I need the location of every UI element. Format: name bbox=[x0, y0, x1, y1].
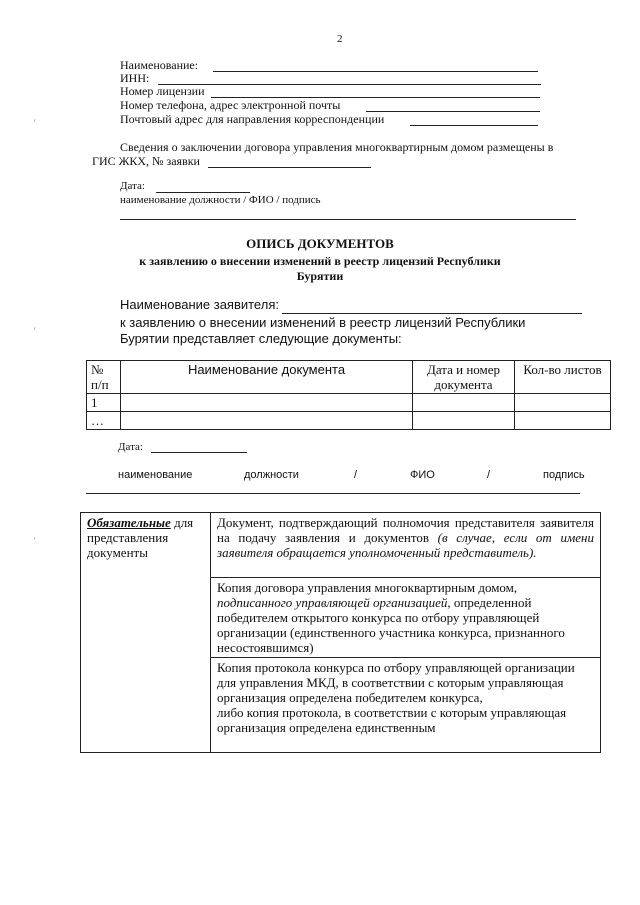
field-inn-label: ИНН: bbox=[120, 71, 150, 85]
gis-text-line2: ГИС ЖКХ, № заявки bbox=[92, 154, 200, 168]
signature-line[interactable] bbox=[120, 219, 576, 220]
field-inn-line[interactable] bbox=[158, 84, 541, 85]
field-phone-line[interactable] bbox=[366, 111, 540, 112]
inventory-table bbox=[86, 360, 611, 430]
doc2-cell bbox=[211, 578, 601, 658]
doc1-cell bbox=[211, 513, 601, 578]
scan-mark: ' bbox=[34, 536, 36, 546]
doc1-text: Документ, подтверждающий полномочия представителя заявителя на подачу заявления и документов bbox=[217, 515, 594, 545]
document-title: ОПИСЬ ДОКУМЕНТОВ bbox=[246, 236, 394, 251]
row-doc-name-cell[interactable] bbox=[121, 394, 413, 412]
applicant-name-line[interactable] bbox=[282, 313, 582, 314]
row-doc-name-cell[interactable] bbox=[121, 412, 413, 430]
doc2-part2: , определенной победителем открытого конкурса по отбору управляющей организации (единственного участника конкурса, признанного несостоявшимся) bbox=[217, 595, 565, 655]
date-line[interactable] bbox=[156, 192, 250, 193]
field-address-line[interactable] bbox=[410, 125, 538, 126]
sign-label-position: наименование bbox=[118, 469, 193, 481]
table-row bbox=[81, 513, 601, 578]
date-line-2[interactable] bbox=[151, 452, 247, 453]
doc2-italic: подписанного управляющей организацией bbox=[217, 595, 448, 610]
sign-label-position2: должности bbox=[244, 469, 299, 481]
sign-label-fio: ФИО bbox=[410, 469, 435, 481]
scan-mark: ' bbox=[34, 118, 36, 128]
signature-caption: наименование должности / ФИО / подпись bbox=[120, 194, 321, 206]
scan-mark: ' bbox=[34, 326, 36, 336]
header-doc-name: Наименование документа bbox=[121, 361, 413, 394]
sign-label-sep1: / bbox=[354, 469, 358, 481]
row-doc-date-cell[interactable] bbox=[413, 394, 515, 412]
field-address-label: Почтовый адрес для направления корреспонденции bbox=[120, 112, 385, 126]
field-name-line[interactable] bbox=[213, 71, 538, 72]
sign-label-sep2: / bbox=[487, 469, 491, 481]
row-num: … bbox=[87, 412, 121, 430]
field-license-label: Номер лицензии bbox=[120, 84, 205, 98]
inventory-header-row bbox=[87, 361, 611, 394]
header-sheet-count: Кол-во листов bbox=[515, 361, 611, 394]
doc2-part1: Копия договора управления многоквартирным домом, bbox=[217, 580, 518, 595]
category-rest: для представления документы bbox=[87, 515, 194, 560]
doc3-text2: либо копия протокола, в соответствии с которым управляющая организация определена единственным bbox=[217, 705, 567, 735]
date-label: Дата: bbox=[120, 180, 145, 192]
header-num: № п/п bbox=[87, 361, 121, 394]
required-docs-table bbox=[80, 512, 601, 753]
doc3-text: Копия протокола конкурса по отбору управляющей организации для управления МКД, в соответствии с которым управляющая организация определена победителем конкурса, bbox=[217, 660, 575, 705]
gis-request-line[interactable] bbox=[208, 167, 371, 168]
row-doc-date-cell[interactable] bbox=[413, 412, 515, 430]
intro-line1: к заявлению о внесении изменений в реестр лицензий Республики bbox=[120, 315, 526, 330]
date-label-2: Дата: bbox=[118, 441, 143, 453]
table-row bbox=[87, 412, 611, 430]
row-sheet-count-cell[interactable] bbox=[515, 412, 611, 430]
row-num: 1 bbox=[87, 394, 121, 412]
document-subtitle-line2: Бурятии bbox=[296, 269, 344, 283]
gis-text-line1: Сведения о заключении договора управления многоквартирным домом размещены в bbox=[120, 140, 554, 154]
intro-line2: Бурятии представляет следующие документы: bbox=[120, 331, 402, 346]
field-name-label: Наименование: bbox=[120, 58, 199, 72]
applicant-name-label: Наименование заявителя: bbox=[120, 297, 279, 312]
sign-label-sign: подпись bbox=[543, 469, 585, 481]
category-italic: Обязательные bbox=[87, 515, 171, 530]
doc3-cell bbox=[211, 658, 601, 753]
doc1-italic: (в случае, если от имени заявителя обращается уполномоченный представитель). bbox=[217, 530, 594, 560]
row-sheet-count-cell[interactable] bbox=[515, 394, 611, 412]
table-row bbox=[87, 394, 611, 412]
header-doc-date: Дата и номер документа bbox=[413, 361, 515, 394]
category-cell bbox=[81, 513, 211, 753]
page-number: 2 bbox=[337, 33, 343, 45]
signature-line-2[interactable] bbox=[86, 493, 580, 494]
field-phone-label: Номер телефона, адрес электронной почты bbox=[120, 98, 341, 112]
document-subtitle-line1: к заявлению о внесении изменений в реестр лицензий Республики bbox=[139, 254, 501, 268]
